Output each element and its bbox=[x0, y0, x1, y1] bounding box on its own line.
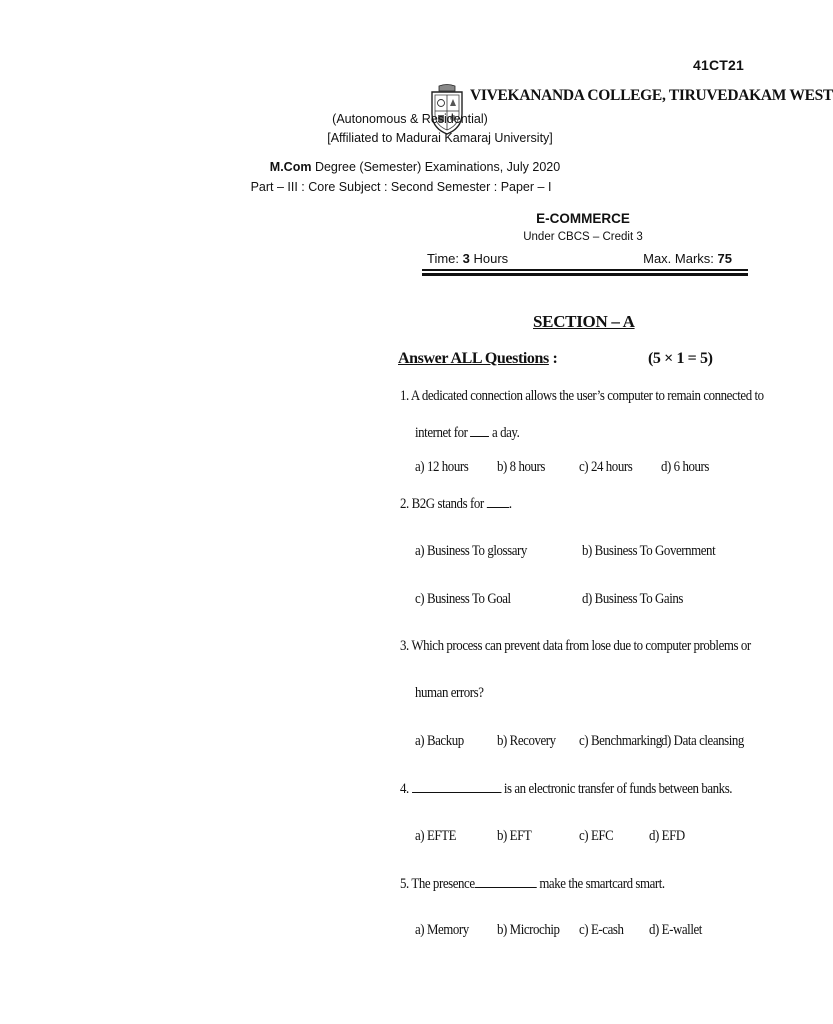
q3-option-b: b) Recovery bbox=[497, 733, 556, 749]
question-2-text bbox=[400, 495, 512, 513]
q1-part-b: a day. bbox=[489, 425, 520, 441]
question-5-text bbox=[400, 875, 665, 893]
q5-option-b: b) Microchip bbox=[497, 922, 560, 938]
question-1-text-cont bbox=[415, 424, 519, 442]
q1-option-c: c) 24 hours bbox=[579, 459, 633, 475]
q4-option-c: c) EFC bbox=[579, 828, 614, 844]
answer-blank bbox=[412, 780, 501, 793]
question-4-text bbox=[400, 780, 732, 798]
q2-part-b: . bbox=[508, 496, 512, 512]
answer-blank bbox=[486, 495, 508, 508]
paper-code: 41CT21 bbox=[692, 57, 744, 73]
college-emblem-icon bbox=[428, 84, 466, 136]
scheme-line: Under CBCS – Credit 3 bbox=[523, 231, 643, 243]
question-3-text-cont: human errors? bbox=[415, 685, 484, 701]
q1-option-d: d) 6 hours bbox=[661, 459, 710, 475]
answer-blank bbox=[475, 875, 537, 888]
section-title: SECTION – A bbox=[533, 312, 635, 331]
college-name: VIVEKANANDA COLLEGE, TIRUVEDAKAM WEST bbox=[470, 87, 833, 104]
header-divider bbox=[422, 269, 748, 271]
q2-option-d: d) Business To Gains bbox=[582, 591, 683, 607]
instruction bbox=[398, 350, 557, 368]
answer-blank bbox=[470, 424, 489, 437]
marks-value: 75 bbox=[717, 251, 732, 266]
q1-option-b: b) 8 hours bbox=[497, 459, 546, 475]
question-1-text: 1. A dedicated connection allows the user’s computer to remain connected to bbox=[400, 388, 764, 404]
q4-option-a: a) EFTE bbox=[415, 828, 457, 844]
part-line: Part – III : Core Subject : Second Semester : Paper – I bbox=[250, 180, 552, 194]
q2-option-b: b) Business To Government bbox=[582, 543, 716, 559]
q3-option-c: c) Benchmarking bbox=[579, 733, 662, 749]
q1-part-a: internet for bbox=[415, 425, 471, 441]
time-info bbox=[427, 251, 508, 266]
time-unit: Hours bbox=[469, 251, 509, 266]
question-3-text: 3. Which process can prevent data from lose due to computer problems or bbox=[400, 638, 751, 654]
q5-option-c: c) E-cash bbox=[579, 922, 624, 938]
q3-option-a: a) Backup bbox=[415, 733, 464, 749]
q5-option-d: d) E-wallet bbox=[649, 922, 702, 938]
time-value: 3 bbox=[462, 251, 470, 266]
q1-option-a: a) 12 hours bbox=[415, 459, 469, 475]
q5-part-a: 5. The presence bbox=[400, 876, 475, 892]
q3-option-d: d) Data cleansing bbox=[661, 733, 744, 749]
q4-option-d: d) EFD bbox=[649, 828, 685, 844]
autonomous-line: (Autonomous & Residential) bbox=[332, 112, 488, 126]
instruction-colon: : bbox=[548, 350, 558, 367]
affiliation-line: [Affiliated to Madurai Kamaraj University] bbox=[327, 131, 553, 145]
q2-option-c: c) Business To Goal bbox=[415, 591, 511, 607]
marks-label: Max. Marks: bbox=[643, 251, 718, 266]
max-marks bbox=[643, 251, 732, 266]
subject-title: E-COMMERCE bbox=[536, 211, 630, 226]
q4-part-b: is an electronic transfer of funds between banks. bbox=[501, 781, 733, 797]
degree-exam: Degree (Semester) Examinations, July 2020 bbox=[311, 160, 561, 174]
q2-part-a: 2. B2G stands for bbox=[400, 496, 487, 512]
degree-line bbox=[235, 160, 595, 174]
time-label: Time: bbox=[427, 251, 463, 266]
q5-part-b: make the smartcard smart. bbox=[536, 876, 665, 892]
q5-option-a: a) Memory bbox=[415, 922, 469, 938]
q4-part-a: 4. bbox=[400, 781, 412, 797]
degree-name: M.Com bbox=[269, 160, 312, 174]
instruction-text: Answer ALL Questions bbox=[398, 350, 549, 367]
q2-option-a: a) Business To glossary bbox=[415, 543, 527, 559]
q4-option-b: b) EFT bbox=[497, 828, 532, 844]
section-score: (5 × 1 = 5) bbox=[648, 350, 713, 367]
header-divider-thick bbox=[422, 273, 748, 276]
